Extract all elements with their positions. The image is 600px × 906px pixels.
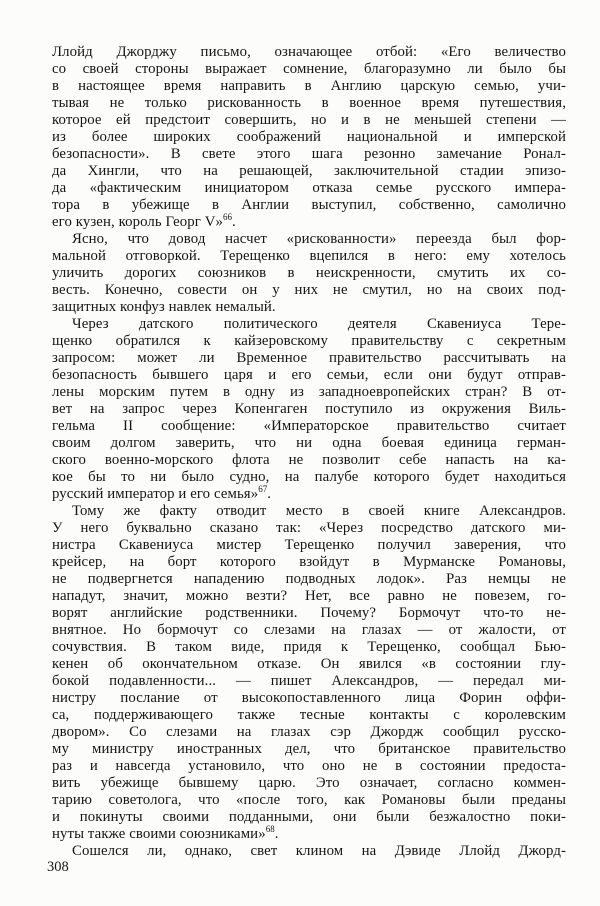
text-line: своим долгом заверить, что ни одна боевая единица герман-: [52, 435, 566, 451]
text-line: тарию советолога, что «после того, как Романовы были преданы: [52, 792, 566, 808]
text-line: ворят английские родственники. Почему? Бормочут что-то не-: [52, 605, 566, 621]
text-line: безопасности». В свете этого шага резонно замечание Ронал-: [52, 146, 566, 162]
text-line: кенен об окончательном отказе. Он явился «в состоянии глу-: [52, 656, 566, 672]
text-line: Сошелся ли, однако, свет клином на Дэвиде Ллойд Джорд-: [72, 843, 566, 859]
page-text: [52, 44, 566, 860]
text-line: в настоящее время направить в Англию царскую семью, учи-: [52, 78, 566, 94]
text-line: лены морским путем в одну из западноевропейских стран? В от-: [52, 384, 566, 400]
text-line: крейсер, на борт которого взойдут в Мурманске Романовы,: [52, 554, 566, 570]
text-line: и покинуты своими подданными, они были безжалостно поки-: [52, 809, 566, 825]
text-line: ского военно-морского флота не позволит себе напасть на ка-: [52, 452, 566, 468]
text-line: да Хингли, что на решающей, заключительной стадии эпизо-: [52, 163, 566, 179]
paragraph: [52, 44, 566, 231]
text-line: двором». Со слезами на глазах сэр Джордж сообщил русско-: [52, 724, 566, 740]
text-line: уличить дорогих союзников в неискренности, смутить их со-: [52, 265, 566, 281]
text-line: нистра Скавениуса мистер Терещенко получил заверения, что: [52, 537, 566, 553]
text-line: мальной отговоркой. Терещенко вцепился в него: ему хотелось: [52, 248, 566, 264]
text-line: нистру послание от высокопоставленного лица Форин оффи-: [52, 690, 566, 706]
page-number: 308: [47, 859, 69, 875]
paragraph: [52, 843, 566, 860]
text-line: кое бы то ни было судно, на палубе которого будет находиться: [52, 469, 566, 485]
paragraph: [52, 503, 566, 843]
text-line: Через датского политического деятеля Скавениуса Тере-: [72, 316, 566, 332]
paragraph: [52, 316, 566, 503]
text-line: бокой подавленности... — пишет Александров, — передал ми-: [52, 673, 566, 689]
text-line: му министру иностранных дел, что британское правительство: [52, 741, 566, 757]
text-line: тора в убежище в Англии выступил, собственно, самолично: [52, 197, 566, 213]
text-line: со своей стороны выражает сомнение, благоразумно ли было бы: [52, 61, 566, 77]
text-line: его кузен, король Георг V»$^{66}$.: [52, 212, 236, 230]
text-line: раз и навсегда установило, что оно не в состоянии предоста-: [52, 758, 566, 774]
text-line: не подвергнется нападению подводных лодок». Раз немцы не: [52, 571, 566, 587]
footnote-ref: 68: [265, 824, 275, 835]
text-line: щенко обратился к кайзеровскому правительству с секретным: [52, 333, 566, 349]
text-line: безопасность бывшего царя и его семьи, если они будут отправ-: [52, 367, 566, 383]
text-line: вет на запрос через Копенгаген поступило из окружения Виль-: [52, 401, 566, 417]
text-line: нуты также своими союзниками»$^{68}$.: [52, 824, 279, 842]
paragraph: [52, 231, 566, 316]
text-line: да «фактическим инициатором отказа семье русского импера-: [52, 180, 566, 196]
text-line: русский император и его семья»$^{67}$.: [52, 484, 272, 502]
text-line: Тому же факту отводит место в своей книге Александров.: [72, 503, 566, 519]
footnote-ref: 67: [258, 484, 268, 495]
text-line: Ясно, что довод насчет «рискованности» переезда был фор-: [72, 231, 566, 247]
text-line: защитных конфуз навлек немалый.: [52, 299, 276, 315]
text-line: из более широких соображений национальной и имперской: [52, 129, 566, 145]
text-line: са, поддерживающего также тесные контакты с королевским: [52, 707, 566, 723]
text-line: внятное. Но бормочут со слезами на глазах — от жалости, от: [52, 622, 566, 638]
text-line: весть. Конечно, совести он у них не смутил, но на своих под-: [52, 282, 566, 298]
text-line: У него буквально сказано так: «Через посредство датского ми-: [52, 520, 566, 536]
text-line: гельма II сообщение: «Императорское правительство считает: [52, 418, 566, 434]
text-line: вить убежище бывшему царю. Это означает, согласно коммен-: [52, 775, 566, 791]
text-line: которое ей предстоит совершить, но и в не меньшей степени —: [52, 112, 566, 128]
text-line: запросом: может ли Временное правительство рассчитывать на: [52, 350, 566, 366]
footnote-ref: 66: [223, 212, 232, 223]
text-line: Ллойд Джорджу письмо, означающее отбой: «Его величество: [52, 44, 566, 60]
text-line: сочувствия. В таком виде, придя к Терещенко, сообщал Бью-: [52, 639, 566, 655]
text-line: тывая не только рискованность в военное время путешествия,: [52, 95, 566, 111]
text-line: нападут, значит, можно везти? Нет, все равно не повезем, го-: [52, 588, 566, 604]
